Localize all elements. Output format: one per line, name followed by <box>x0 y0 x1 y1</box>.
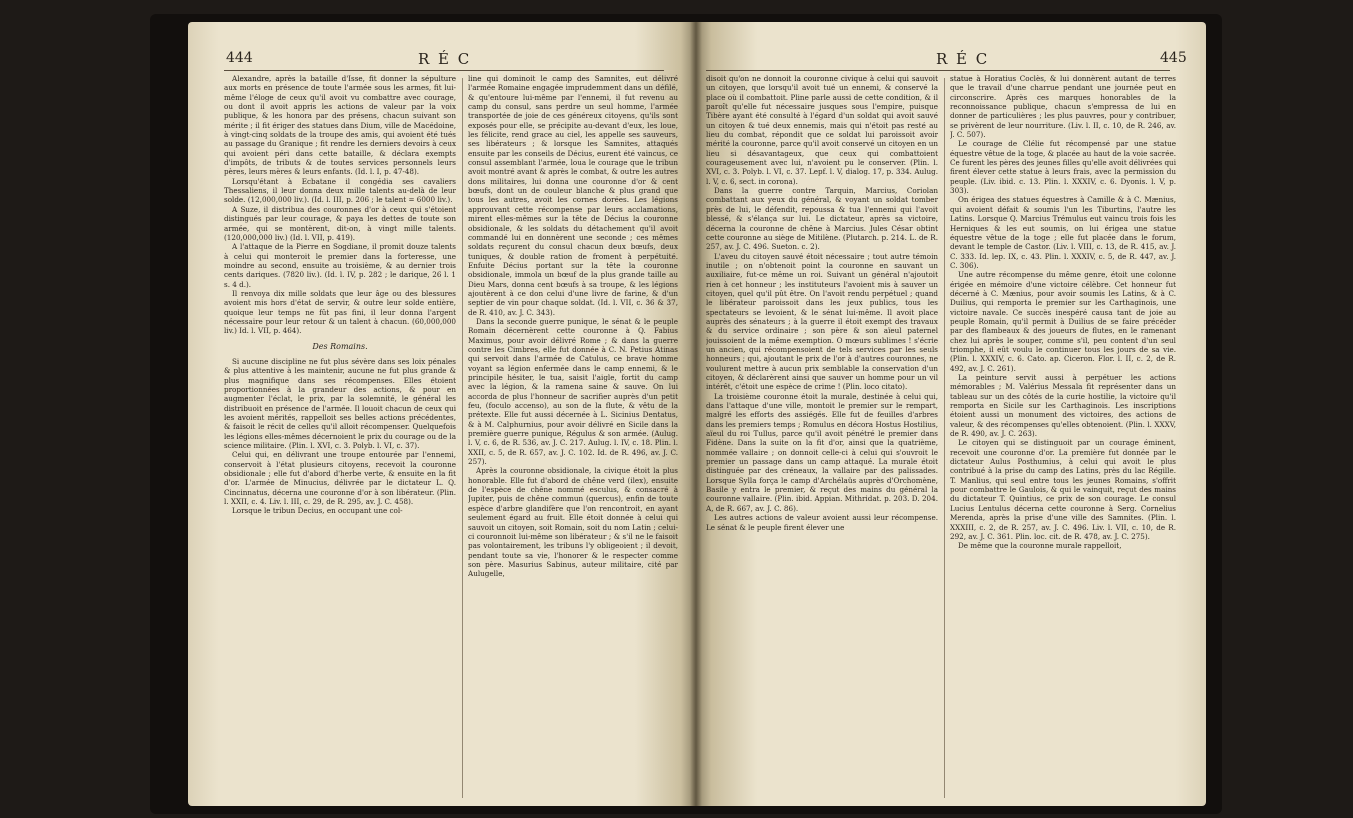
paragraph: De même que la couronne murale rappelloit, <box>958 541 1122 551</box>
paragraph: Les autres actions de valeur avoient aussi leur récompense. Le sénat & le peuple firent élever une <box>706 513 938 532</box>
section-title: Des Romains. <box>312 341 368 351</box>
paragraph: Dans la seconde guerre punique, le sénat & le peuple Romain décernèrent cette couronne à Q. Fabius Maximus, pour avoir délivré Rome ; & dans la guerre contre les Cimbres, elle fut donnée à C. N. Petius Atinas qui servoit dans l'armée de Catulus, ce brave homme voyant sa légion enfermée dans le camp ennemi, & le principile hésiter, le tua, saisit l'aigle, fortit du camp avec la légion, & la ramena saine & sauve. On lui accorda de plus l'honneur de sacrifier auprès d'un petit feu, (foculo accenso), au son de la flute, & vêtu de la prétexte. Elle fut aussi décernée à L. Sicinius Dentatus, & à M. Calphurnius, pour avoir délivré en Sicile dans la première guerre punique, Régulus & son armée. (Aulug. l. V, c. 6, de R. 536, av. J. C. 217. Aulug. l. IV, c. 18. Plin. l. XXII, c. 5, de R. 657, av. J. C. 102. Id. de R. 496, av. J. C. 257). <box>468 316 678 467</box>
column-divider <box>944 78 945 798</box>
right-page <box>696 22 1206 806</box>
left-column-1 <box>224 74 456 804</box>
paragraph: Lorsqu'étant à Ecbatane il congédia ses cavaliers Thessaliens, il leur donna deux mille talents au-delà de leur solde. (12,000,000 liv.). (Id. l. III, p. 206 ; le talent = 6000 liv.). <box>224 176 456 205</box>
paragraph: Le courage de Clélie fut récompensé par une statue équestre vêtue de la toge, & placée au haut de la voie sacrée. Ce furent les pères des jeunes filles qu'elle avoit délivrées qui firent élever cette statue à leurs frais, avec la permission du peuple. (Liv. ibid. c. 13. Plin. l. XXXIV, c. 6. Dyonis. l. V, p. 303). <box>950 139 1176 196</box>
paragraph: Dans la guerre contre Tarquin, Marcius, Coriolan combattant aux yeux du général, & voyant un soldat tomber près de lui, le défendit, repoussa & tua l'ennemi qui l'avoit blessé, & s'élança sur lui. Le dictateur, après sa victoire, décerna la couronne de chêne à Marcius. Jules César obtint cette couronne au siège de Mitilène. (Plutarch. p. 214. L. de R. 257, av. J. C. 496. Sueton. c. 2). <box>706 186 938 252</box>
paragraph: line qui dominoit le camp des Samnites, eut délivré l'armée Romaine engagée imprudemment dans un défilé, & qu'entoure lui-même par l'ennemi, il fut revenu au camp du consul, sans perdre un seul homme, l'armée transportée de joie de ces généreux citoyens, qu'ils sont exposés pour elle, se précipite au-devant d'eux, les loue, les félicite, rend grace au ciel, les appelle ses sauveurs, ses libérateurs ; & lorsque les Samnites, attaqués ensuite par les conseils de Décius, eurent été vaincus, ce consul assemblant l'armée, loua le courage que le tribun avoit montré avant & après le combat, & outre les autres dons militaires, lui donna une couronne d'or & cent bœufs, dont un de couleur blanche & plus grand que tous les autres, avoit les cornes dorées. Les légions approuvant cette récompense par leurs acclamations, mirent elles-mêmes sur la tête de Décius la couronne obsidionale, & les soldats du détachement qu'il avoit commandé lui en donnèrent une seconde ; ces mêmes soldats reçurent du consul chacun deux bœufs, deux tuniques, & double ration de froment à perpétuité. Enfuite Décius portant sur la tête la couronne obsidionale, immola un bœuf de la plus grande taille au Dieu Mars, donna cent bœufs à sa troupe, & les légions ajoutèrent à ce don celui d'une livre de farine, & d'un septier de vin pour chaque soldat. (Id. l. VII, c. 36 & 37, de R. 410, av. J. C. 343). <box>468 74 678 317</box>
paragraph: A l'attaque de la Pierre en Sogdiane, il promit douze talents à celui qui monteroit le premier dans la forteresse, une moindre au second, ensuite au troisième, & au dernier trois cents dariques. (7820 liv.). (Id. l. IV, p. 282 ; le darique, 26 l. 1 s. 4 d.). <box>224 242 456 289</box>
column-divider <box>462 78 463 798</box>
right-running-head: R É C <box>936 50 990 68</box>
paragraph: Si aucune discipline ne fut plus sévère dans ses loix pénales & plus attentive à les maintenir, aucune ne fut plus grande & plus magnifique dans ses récompenses. Elles étoient proportionnées à la grandeur des actions, & pour en augmenter l'éclat, le prix, par la solemnité, le général les distribuoit en présence de l'armée. Il louoit chacun de ceux qui les avoient mérités, rappelloit ses belles actions précédentes, & faisoit le récit de celles qu'il alloit récompenser. Quelquefois les légions elles-mêmes décernoient le prix du courage ou de la science militaire. (Plin. l. XVI, c. 3. Polyb. l. VI, c. 37). <box>224 356 456 451</box>
paragraph: statue à Horatius Coclès, & lui donnèrent autant de terres que le travail d'une charrue pendant une journée peut en circonscrire. Après ces marques honorables de la reconnoissance publique, chacun s'empressa de lui en donner de particulières ; les plus pauvres, pour y contribuer, se privèrent de leur nourriture. (Liv. l. II, c. 10, de R. 246, av. J. C. 507). <box>950 74 1176 140</box>
paragraph: A Suze, il distribua des couronnes d'or à ceux qui s'étoient distingués par leur courage, & paya les dettes de toute son armée, qui se montèrent, dit-on, à vingt mille talents. (120,000,000 liv.) (Id. l. VII, p. 419). <box>224 204 456 242</box>
paragraph: Il renvoya dix mille soldats que leur âge ou des blessures avoient mis hors d'état de servir, & outre leur solde entière, quoique leur temps ne fût pas fini, il leur donna l'argent nécessaire pour leur retour & un talent à chacun. (60,000,000 liv.) Id. l. VII, p. 464). <box>224 288 456 336</box>
paragraph: Une autre récompense du même genre, étoit une colonne érigée en mémoire d'une victoire célèbre. Cet honneur fut décerné à C. Mænius, pour avoir soumis les Latins, & à C. Duilius, qui remporta le premier sur les Carthaginois, une victoire navale. Ce succès inespéré causa tant de joie au peuple Romain, qu'il permit à Duilius de se faire précéder par des flambeaux & des joueurs de flutes, en le ramenant chez lui après le souper, comme s'il, peu content d'un seul triomphe, il eût voulu le continuer tous les jours de sa vie. (Plin. l. XXXIV, c. 6. Cato. ap. Ciceron. Flor. l. II, c. 2, de R. 492, av. J. C. 261). <box>950 270 1176 373</box>
paragraph: L'aveu du citoyen sauvé étoit nécessaire ; tout autre témoin inutile ; on n'obtenoit point la couronne en sauvant un auxiliaire, fut-ce même un roi. Suivant un général n'ajoutoit rien à cet honneur ; les instituteurs l'avoient mis à sauver un citoyen, quel qu'il pût être. On l'avoit rendu perpétuel ; quand le libérateur paroissoit dans les jeux publics, tous les spectateurs se levoient, & le sénat lui-même. Il avoit place auprès des sénateurs ; à la guerre il étoit exempt des travaux & du service ordinaire ; son père & son aïeul paternel jouissoient de la même exemption. O mœurs sublimes ! s'écrie un ancien, qui récompensoient de tels services par les seuls honneurs ; qui, ajoutant le prix de l'or à d'autres couronnes, ne voulurent mettre à aucun prix semblable la conservation d'un citoyen, & déclarèrent ainsi que sauver un homme pour un vil intérêt, c'étoit une espèce de crime ! (Plin. loco citato). <box>706 251 938 392</box>
paragraph: Après la couronne obsidionale, la civique étoit la plus honorable. Elle fut d'abord de chêne verd (ilex), ensuite de l'espèce de chêne nommé esculus, & consacré à Jupiter, puis de chêne commun (quercus), enfin de toute espèce d'arbre glandifère que l'on rencontroit, en ayant seulement égard au fruit. Elle étoit donnée à celui qui sauvoit un citoyen, soit Romain, soit du nom Latin ; celui-ci couronnoit lui-même son libérateur ; & s'il ne le faisoit pas volontairement, les tribuns l'y obligeoient ; il devoit, pendant toute sa vie, l'honorer & le respecter comme son père. Masurius Sabinus, auteur militaire, cité par Aulugelle, <box>468 466 678 579</box>
left-header-rule <box>224 70 664 71</box>
paragraph: disoit qu'on ne donnoit la couronne civique à celui qui sauvoit un citoyen, que lorsqu'il avoit tué un ennemi, & conservé la place où il combattoit. Pline parle aussi de cette condition, & il paroît qu'elle fut nécessaire jusques sous l'empire, puisque Tibère ayant été consulté à l'égard d'un soldat qui avoit sauvé un citoyen & tué deux ennemis, mais qui n'étoit pas resté au lieu du combat, répondit que ce soldat lui paroissoit avoir mérité la couronne, parce qu'il avoit conservé un citoyen en un lieu si désavantageux, que ceux qui combattoient courageusement avec lui, n'avoient pu le conserver. (Plin. l. XVI, c. 3. Polyb. l. VI, c. 37. Lepf. l. V, dialog. 17, p. 334. Aulug. l. V, c. 6, sect. in corona). <box>706 74 938 186</box>
paragraph: Le citoyen qui se distinguoit par un courage éminent, recevoit une couronne d'or. La première fut donnée par le dictateur Aulus Posthumius, à celui qui avoit le plus contribué à la prise du camp des Latins, près du lac Régille. T. Manlius, qui seul entre tous les jeunes Romains, s'offrit pour combattre le Gaulois, & qui le vainquit, reçut des mains du dictateur T. Quintius, ce prix de son courage. Le consul Lucius Lentulus décerna cette couronne à Serg. Cornelius Merenda, après la prise d'une ville des Samnites. (Plin. l. XXXIII, c. 2, de R. 257, av. J. C. 496. Liv. l. VII, c. 10, de R. 292, av. J. C. 361. Plin. loc. cit. de R. 478, av. J. C. 275). <box>950 438 1176 541</box>
left-column-2 <box>468 74 678 804</box>
right-header-rule <box>706 70 1170 71</box>
left-running-head: R É C <box>418 50 472 68</box>
left-page <box>188 22 696 806</box>
paragraph: La peinture servit aussi à perpétuer les actions mémorables ; M. Valérius Messala fit représenter dans un tableau sur un des côtés de la curie hostilie, la victoire qu'il remporta en Sicile sur les Carthaginois. Les inscriptions étoient aussi un monument des victoires, des actions de valeur, & des récompenses qu'elles obtenoient. (Plin. l. XXXV, de R. 490, av. J. C. 263). <box>950 373 1176 439</box>
right-column-1 <box>706 74 938 804</box>
paragraph: On érigea des statues équestres à Camille & à C. Mænius, qui avoient défait & soumis l'un les Tiburtins, l'autre les Latins. Lorsque Q. Marcius Trémulus eut vaincu trois fois les Herniques & les eut soumis, on lui érigea une statue équestre vêtue de la toge ; elle fut placée dans le forum, devant le temple de Castor. (Liv. l. VIII, c. 13, de R. 415, av. J. C. 333. Id. lep. IX, c. 43. Plin. l. XXXIV, c. 5, de R. 447, av. J. C. 306). <box>950 195 1176 270</box>
right-column-2 <box>950 74 1176 804</box>
paragraph: Celui qui, en délivrant une troupe entourée par l'ennemi, conservoit à l'état plusieurs citoyens, recevoit la couronne obsidionale ; elle fut d'abord d'herbe verte, & ensuite en la fit d'or. L'armée de Minucius, délivrée par le dictateur L. Q. Cincinnatus, décerna une couronne d'or à son libérateur. (Plin. l. XXII, c. 4. Liv. l. III, c. 29, de R. 295, av. J. C. 458). <box>224 450 456 507</box>
book-gutter <box>690 22 702 806</box>
paragraph: La troisième couronne étoit la murale, destinée à celui qui, dans l'attaque d'une ville, montoit le premier sur le rempart, malgré les efforts des assiégés. Elle fut de feuilles d'arbres dans les premiers temps ; Romulus en décora Hostus Hostilius, aïeul du roi Tullus, parce qu'il avoit pénétré le premier dans Fidène. Dans la suite on la fit d'or, ainsi que la quatrième, nommée vallaire ; on donnoit celle-ci à celui qui s'ouvroit le premier un passage dans un camp attaqué. La murale étoit distinguée par des créneaux, la vallaire par des palissades. Lorsque Sylla força le camp d'Archélaüs auprès d'Orchomène, Basile y entra le premier, & reçut des mains du général la couronne vallaire. (Plin. ibid. Appian. Mithridat. p. 203. D. 204. A, de R. 667, av. J. C. 86). <box>706 391 938 513</box>
right-page-number: 445 <box>1160 50 1187 66</box>
paragraph: Alexandre, après la bataille d'Isse, fit donner la sépulture aux morts en présence de toute l'armée sous les armes, fit lui-même l'éloge de ceux qu'il avoit vu combattre avec courage, ou dont il avoit appris les actions de valeur par la voix publique, & les honora par des présens, chacun suivant son mérite ; il fit ériger des statues dans Dium, ville de Macédoine, à vingt-cinq soldats de la troupe des amis, qui avoient été tués au passage du Granique ; fit rendre les derniers devoirs à ceux qui avoient péri dans cette bataille, & déclara exempts d'impôts, de tributs & de toutes services personnels leurs pères, leurs mères & leurs enfants. (Id. l. I, p. 47-48). <box>224 74 456 177</box>
left-page-number: 444 <box>226 50 253 66</box>
paragraph: Lorsque le tribun Decius, en occupant une col- <box>232 506 403 516</box>
